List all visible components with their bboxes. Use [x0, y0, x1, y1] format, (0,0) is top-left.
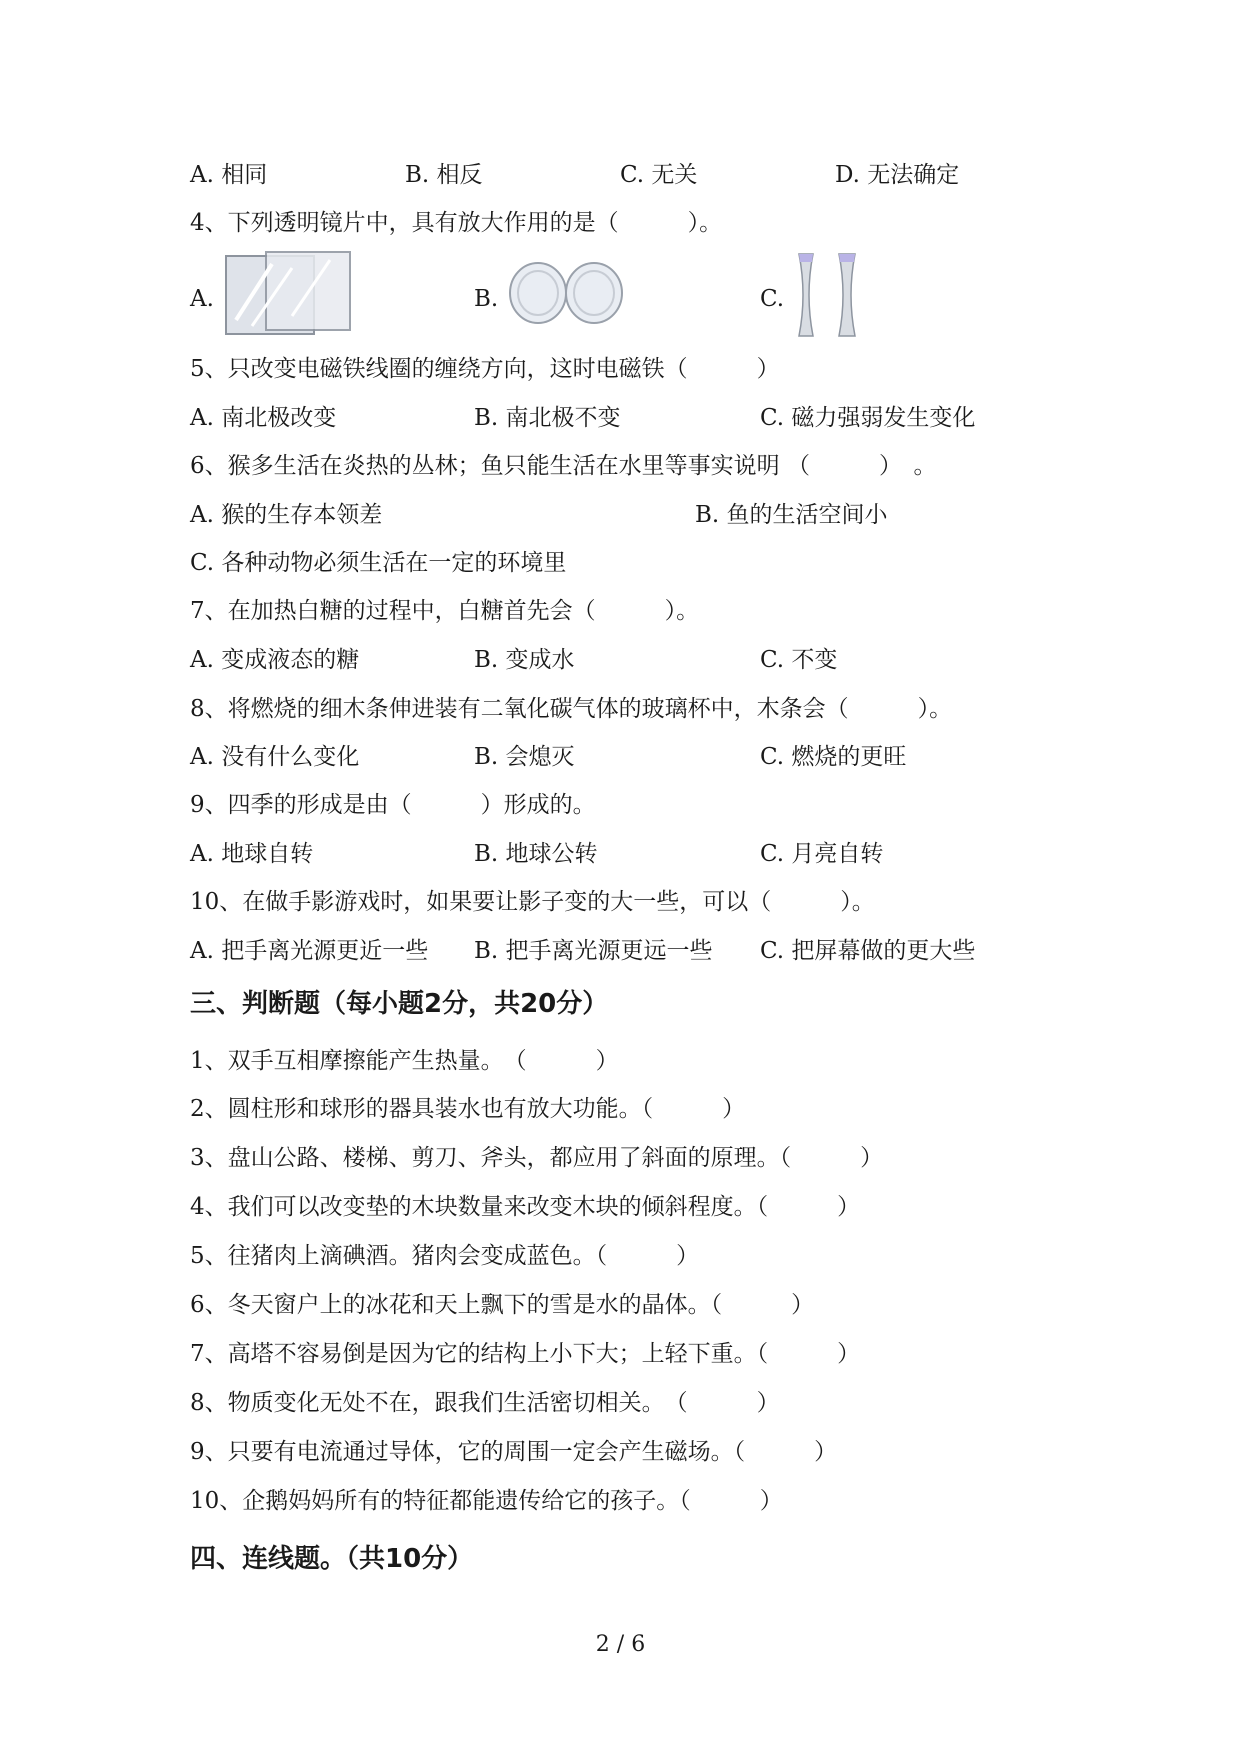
judge-item-10: 10、企鹅妈妈所有的特征都能遗传给它的孩子。（ ） — [190, 1488, 783, 1514]
q7-option-a: A. 变成液态的糖 — [190, 647, 360, 673]
judge-item-9: 9、只要有电流通过导体，它的周围一定会产生磁场。（ ） — [190, 1439, 838, 1465]
judge-item-1: 1、双手互相摩擦能产生热量。 （ ） — [190, 1048, 619, 1074]
flat-glass-plate-icon — [222, 250, 354, 338]
q4-option-a-label: A. — [190, 286, 214, 312]
q10-option-c: C. 把屏幕做的更大些 — [760, 938, 976, 964]
q8-option-a: A. 没有什么变化 — [190, 744, 360, 770]
q10-option-a: A. 把手离光源更近一些 — [190, 938, 429, 964]
q4-option-c-label: C. — [760, 286, 785, 312]
q9-option-b: B. 地球公转 — [474, 841, 598, 867]
q6-option-c: C. 各种动物必须生活在一定的环境里 — [190, 550, 567, 576]
judge-item-6: 6、冬天窗户上的冰花和天上飘下的雪是水的晶体。（ ） — [190, 1292, 815, 1318]
q6-stem: 6、猴多生活在炎热的丛林；鱼只能生活在水里等事实说明 （ ） 。 — [190, 453, 937, 479]
judge-item-7: 7、高塔不容易倒是因为它的结构上小下大；上轻下重。（ ） — [190, 1341, 861, 1367]
q8-option-b: B. 会熄灭 — [474, 744, 575, 770]
q4-option-b-label: B. — [474, 286, 499, 312]
judge-item-4: 4、我们可以改变垫的木块数量来改变木块的倾斜程度。（ ） — [190, 1194, 861, 1220]
q3-option-d: D. 无法确定 — [835, 162, 960, 188]
q5-option-b: B. 南北极不变 — [474, 405, 621, 431]
q9-option-a: A. 地球自转 — [190, 841, 314, 867]
q7-stem: 7、在加热白糖的过程中，白糖首先会（ ）。 — [190, 598, 700, 624]
page-number: 2 / 6 — [595, 1632, 646, 1657]
q6-option-a: A. 猴的生存本领差 — [190, 502, 383, 528]
convex-lens-icon — [508, 260, 626, 326]
q6-option-b: B. 鱼的生活空间小 — [695, 502, 888, 528]
q8-option-c: C. 燃烧的更旺 — [760, 744, 907, 770]
q10-stem: 10、在做手影游戏时，如果要让影子变的大一些，可以（ ）。 — [190, 889, 875, 915]
judge-item-5: 5、往猪肉上滴碘酒。猪肉会变成蓝色。（ ） — [190, 1243, 700, 1269]
q5-stem: 5、只改变电磁铁线圈的缠绕方向，这时电磁铁（ ） — [190, 356, 780, 382]
judge-item-3: 3、盘山公路、楼梯、剪刀、斧头，都应用了斜面的原理。（ ） — [190, 1145, 884, 1171]
q3-option-b: B. 相反 — [405, 162, 483, 188]
q5-option-a: A. 南北极改变 — [190, 405, 337, 431]
q5-option-c: C. 磁力强弱发生变化 — [760, 405, 976, 431]
q4-stem: 4、下列透明镜片中，具有放大作用的是（ ）。 — [190, 210, 723, 236]
q3-option-c: C. 无关 — [620, 162, 698, 188]
judge-item-2: 2、圆柱形和球形的器具装水也有放大功能。（ ） — [190, 1096, 746, 1122]
q9-option-c: C. 月亮自转 — [760, 841, 884, 867]
judge-item-8: 8、物质变化无处不在，跟我们生活密切相关。 （ ） — [190, 1390, 780, 1416]
concave-lens-icon — [795, 252, 859, 338]
section3-title: 三、判断题（每小题2分，共20分） — [190, 989, 609, 1019]
q10-option-b: B. 把手离光源更远一些 — [474, 938, 713, 964]
q8-stem: 8、将燃烧的细木条伸进装有二氧化碳气体的玻璃杯中，木条会（ ）。 — [190, 696, 953, 722]
q7-option-b: B. 变成水 — [474, 647, 575, 673]
q3-option-a: A. 相同 — [190, 162, 268, 188]
q9-stem: 9、四季的形成是由（ ）形成的。 — [190, 792, 596, 818]
section4-title: 四、连线题。（共10分） — [190, 1544, 474, 1574]
q7-option-c: C. 不变 — [760, 647, 838, 673]
